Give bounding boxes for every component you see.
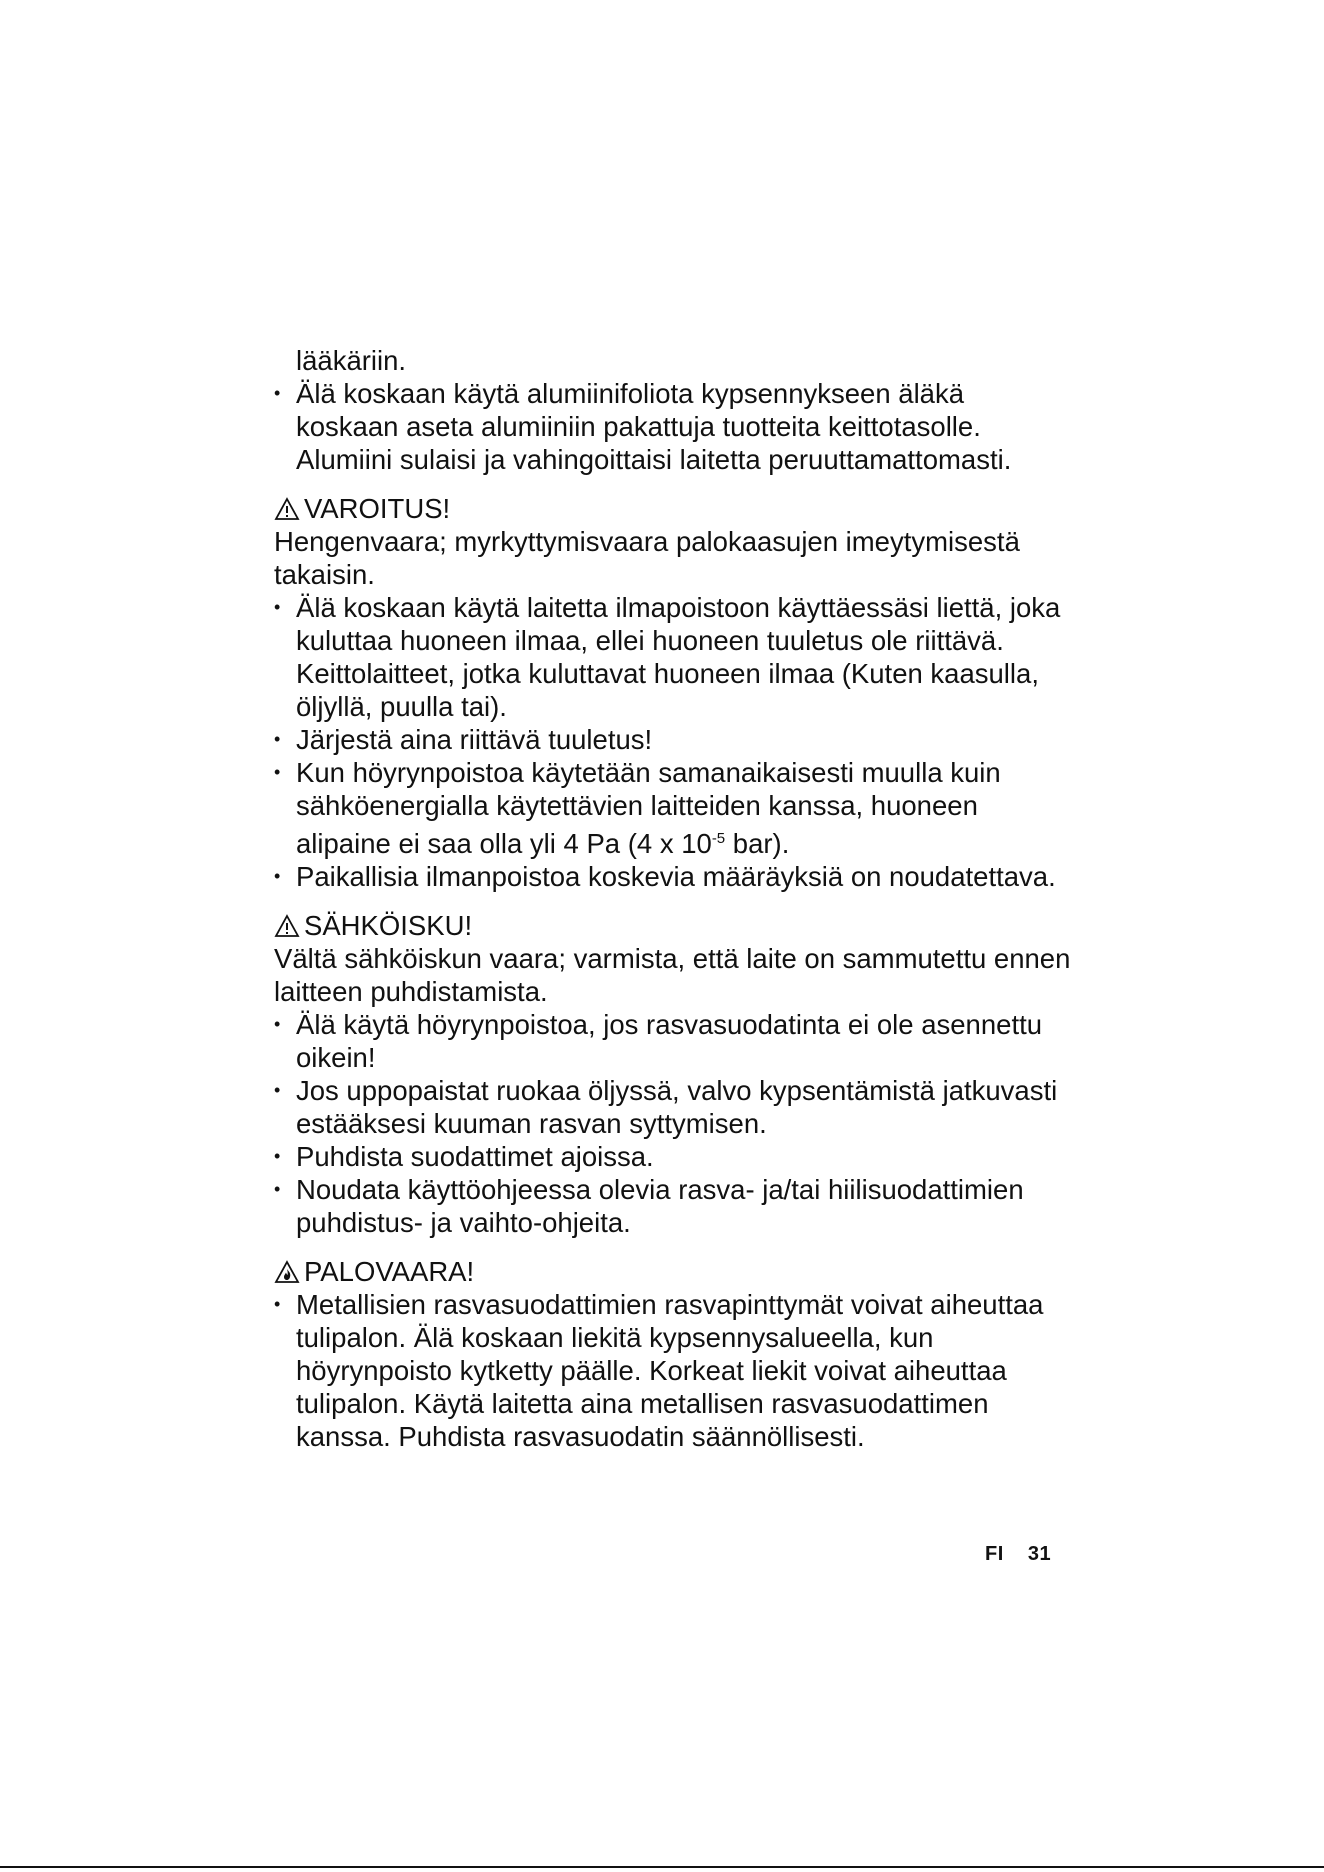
page-number: 31 [1027,1543,1052,1565]
list-item: • Järjestä aina riittävä tuuletus! [274,723,1074,756]
language-code: FI [985,1543,1004,1565]
warning-triangle-icon [274,914,300,938]
warning-triangle-icon [274,497,300,521]
warning-heading-text: VAROITUS! [304,493,451,524]
pressure-text-before: Kun höyrynpoistoa käytetään samanaikaisesti muulla kuin sähköenergialla käytettävien laitteiden kanssa, huoneen alipaine ei saa olla yli 4 Pa (4 x 10 [296,757,1001,860]
list-item: • Paikallisia ilmanpoistoa koskevia määräyksiä on noudatettava. [274,860,1074,893]
fire-hazard-list [274,1288,1074,1453]
electric-shock-heading [274,909,1074,942]
pressure-text-after: bar). [725,828,790,860]
list-item: • Puhdista suodattimet ajoissa. [274,1140,1074,1173]
intro-list [274,377,1074,476]
fire-warning-icon [274,1260,300,1284]
page-content [274,344,1074,1453]
list-item: • Metallisien rasvasuodattimien rasvapinttymät voivat aiheuttaa tulipalon. Älä koskaan liekitä kypsennysalueella, kun höyrynpoisto kytketty päälle. Korkeat liekit voivat aiheuttaa tulipalon. Käytä laitetta aina metallisen rasvasuodattimen kanssa. Puhdista rasvasuodatin säännöllisesti. [274,1288,1074,1453]
intro-block [274,344,1074,476]
page-footer [985,1543,1051,1566]
continued-text: lääkäriin. [296,345,407,376]
list-item: • Älä käytä höyrynpoistoa, jos rasvasuodatinta ei ole asennettu oikein! [274,1008,1074,1074]
warning-heading [274,492,1074,525]
warning-text: Hengenvaara; myrkyttymisvaara palokaasujen imeytymisestä takaisin. [274,526,1020,590]
electric-shock-list [274,1008,1074,1239]
list-item: • Jos uppopaistat ruokaa öljyssä, valvo kypsentämistä jatkuvasti estääksesi kuuman rasvan syttymisen. [274,1074,1074,1140]
list-item: • Älä koskaan käytä laitetta ilmapoistoon käyttäessäsi liettä, joka kuluttaa huoneen ilmaa, ellei huoneen tuuletus ole riittävä. Keittolaitteet, jotka kuluttavat huoneen ilmaa (Kuten kaasulla, öljyllä, puulla tai). [274,591,1074,723]
fire-hazard-heading-text: PALOVAARA! [304,1256,475,1288]
warning-list [274,591,1074,893]
pressure-exponent: -5 [711,830,726,847]
electric-shock-section [274,909,1074,1239]
electric-shock-text: Vältä sähköiskun vaara; varmista, että laite on sammutettu ennen laitteen puhdistamista. [274,943,1071,1008]
list-item: • Noudata käyttöohjeessa olevia rasva- ja/tai hiilisuodattimien puhdistus- ja vaihto-ohjeita. [274,1173,1074,1239]
fire-hazard-section [274,1255,1074,1453]
bottom-divider [0,1866,1324,1868]
list-item: • Älä koskaan käytä alumiinifoliota kypsennykseen äläkä koskaan aseta alumiiniin pakattuja tuotteita keittotasolle. Alumiini sulaisi ja vahingoittaisi laitetta peruuttamattomasti. [274,377,1074,476]
warning-section [274,492,1074,893]
fire-hazard-heading [274,1255,1074,1288]
electric-shock-heading-text: SÄHKÖISKU! [304,910,473,942]
list-item-pressure [274,756,1074,860]
